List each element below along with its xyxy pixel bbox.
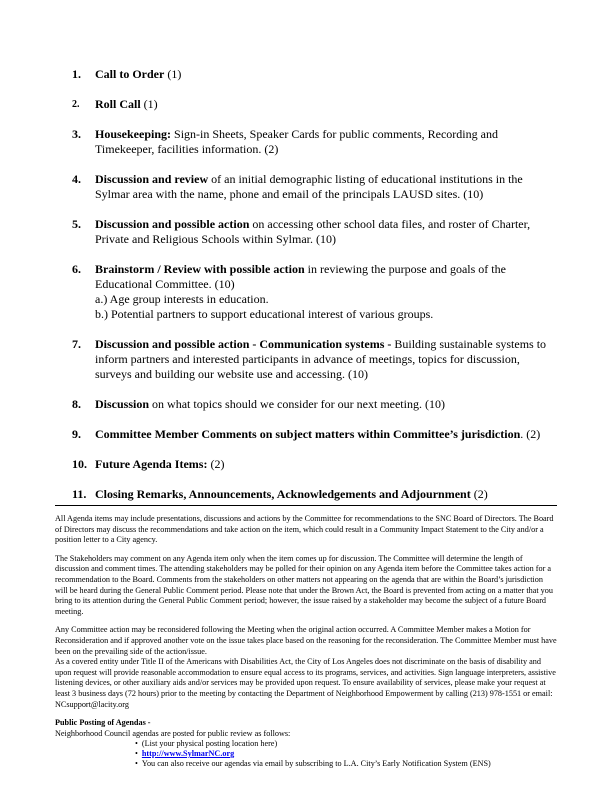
agenda-item	[72, 427, 558, 442]
agenda-item-text: Committee Member Comments on subject matters within Committee’s jurisdiction. (2)	[95, 427, 541, 441]
agenda-item-number: 10.	[72, 457, 87, 471]
agenda-item-text: Housekeeping: Sign-in Sheets, Speaker Cards for public comments, Recording and Timekeeper, facilities information. (2)	[95, 127, 498, 156]
agenda-item-text: Discussion and possible action on accessing other school data files, and roster of Charter, Private and Religious Schools within Sylmar. (10)	[95, 217, 531, 246]
agenda-item-title: Brainstorm / Review with possible action	[95, 262, 305, 276]
fine-print-paragraph: The Stakeholders may comment on any Agenda item only when the item comes up for discussion. The Committee will determine the length of discussion and comment times. The attending stakeholders may be polled for their opinion on any Agenda item before the Committee takes action for a recommendation to the Board. Comments from the stakeholders on other matters not appearing on the agenda that are within the Board’s jurisdiction will be heard during the General Public Comment period. Please note that under the Brown Act, the Board is prevented from acting on a matter that you bring to its attention during the General Public Comment period; however, the issue raised by a stakeholder may become the subject of a future Board meeting.	[55, 553, 553, 616]
agenda-subitem: a.) Age group interests in education.	[95, 292, 269, 306]
agenda-item	[72, 97, 558, 112]
posting-bullet-text: (List your physical posting location here)	[141, 739, 278, 749]
agenda-item-text: Brainstorm / Review with possible action in reviewing the purpose and goals of the Educational Committee. (10) a.) Age group interests in education. b.) Potential partners to support educational interest of various groups.	[95, 262, 557, 322]
separator-line	[55, 505, 557, 506]
agenda-item-title: Discussion	[95, 397, 150, 411]
agenda-item-title: Discussion and possible action	[95, 217, 250, 231]
agenda-item-number: 2.	[72, 99, 80, 110]
posting-bullet-item	[135, 759, 557, 769]
bullet-icon: •	[135, 739, 138, 749]
posting-bullet-list	[55, 739, 557, 768]
fine-print-paragraph: All Agenda items may include presentations, discussions and actions by the Committee for recommendations to the SNC Board of Directors. The Board of Directors may discuss the recommendations and take action on the item, which could result in a Community Impact Statement to the City and/or a position letter to a City agency.	[55, 514, 554, 545]
agenda-item-title: Future Agenda Items:	[95, 457, 208, 471]
agenda-item	[72, 337, 558, 382]
agenda-item	[72, 262, 558, 322]
agenda-item-text: Future Agenda Items: (2)	[95, 457, 225, 471]
agenda-item-text: Discussion on what topics should we consider for our next meeting. (10)	[95, 397, 445, 411]
fine-print-section	[55, 514, 557, 769]
agenda-item-number: 6.	[72, 262, 81, 276]
agenda-item	[72, 172, 558, 202]
posting-bullet-item	[135, 749, 557, 759]
fine-print-paragraph: Any Committee action may be reconsidered following the Meeting when the original action occurred. A Committee Member makes a Motion for Reconsideration and if approved another vote on the issue takes place based on the reasoning for the reconsideration. The Committee Member must have been on the prevailing side of the action/issue.	[55, 625, 557, 656]
agenda-item-title: Committee Member Comments on subject matters within Committee’s jurisdiction	[95, 427, 521, 441]
public-posting-heading: Public Posting of Agendas -	[55, 718, 151, 728]
fine-print-paragraphs	[55, 514, 557, 710]
bullet-icon: •	[135, 749, 138, 759]
agenda-item-number: 9.	[72, 427, 81, 441]
posting-bullet-item	[135, 739, 557, 749]
agenda-item-number: 1.	[72, 67, 81, 81]
agenda-item-text: Call to Order (1)	[95, 67, 182, 81]
agenda-item	[72, 487, 558, 502]
agenda-item-number: 8.	[72, 397, 81, 411]
agenda-item	[72, 127, 558, 157]
agenda-item-text: Discussion and review of an initial demographic listing of educational institutions in the Sylmar area with the name, phone and email of the principals LAUSD sites. (10)	[95, 172, 523, 201]
fine-print-paragraph: As a covered entity under Title II of the Americans with Disabilities Act, the City of Los Angeles does not discriminate on the basis of disability and upon request will provide reasonable accommodation to ensure equal access to its programs, services, and activities. Sign language interpreters, assistive listening devices, or other auxiliary aids and/or services may be provided upon request. To ensure availability of services, please make your request at least 3 business days (72 hours) prior to the meeting by contacting the Department of Neighborhood Empowerment by calling (213) 978-1551 or email: NCsupport@lacity.org	[55, 657, 556, 709]
agenda-item-number: 11.	[72, 487, 87, 501]
agenda-item	[72, 397, 558, 412]
agenda-item	[72, 217, 558, 247]
sylmarnc-link[interactable]: http://www.SylmarNC.org	[141, 749, 235, 759]
agenda-item	[72, 67, 558, 82]
agenda-item-title: Housekeeping:	[95, 127, 172, 141]
agenda-item-number: 7.	[72, 337, 81, 351]
agenda-item-number: 4.	[72, 172, 81, 186]
agenda-item-title: Call to Order	[95, 67, 165, 81]
agenda-item-number: 5.	[72, 217, 81, 231]
agenda-item-number: 3.	[72, 127, 81, 141]
bullet-icon: •	[135, 758, 138, 768]
public-posting-section	[55, 718, 557, 769]
agenda-item-title: Discussion and possible action - Communication systems -	[95, 337, 392, 351]
agenda-item-text: Closing Remarks, Announcements, Acknowledgements and Adjournment (2)	[95, 487, 488, 501]
agenda-subitem: b.) Potential partners to support educational interest of various groups.	[95, 307, 434, 321]
agenda-item-title: Closing Remarks, Announcements, Acknowledgements and Adjournment	[95, 487, 471, 501]
public-posting-intro: Neighborhood Council agendas are posted for public review as follows:	[55, 728, 291, 738]
posting-bullet-text: You can also receive our agendas via email by subscribing to L.A. City’s Early Notification System (ENS)	[141, 758, 491, 768]
agenda-item-text: Discussion and possible action - Communication systems - Building sustainable systems to inform partners and interested participants in advance of meetings, topics for discussion, surveys and building our website use and accessing. (10)	[95, 337, 547, 381]
agenda-item	[72, 457, 558, 472]
agenda-item-title: Discussion and review	[95, 172, 209, 186]
agenda-item-text: Roll Call (1)	[95, 97, 158, 111]
agenda-item-title: Roll Call	[95, 97, 141, 111]
